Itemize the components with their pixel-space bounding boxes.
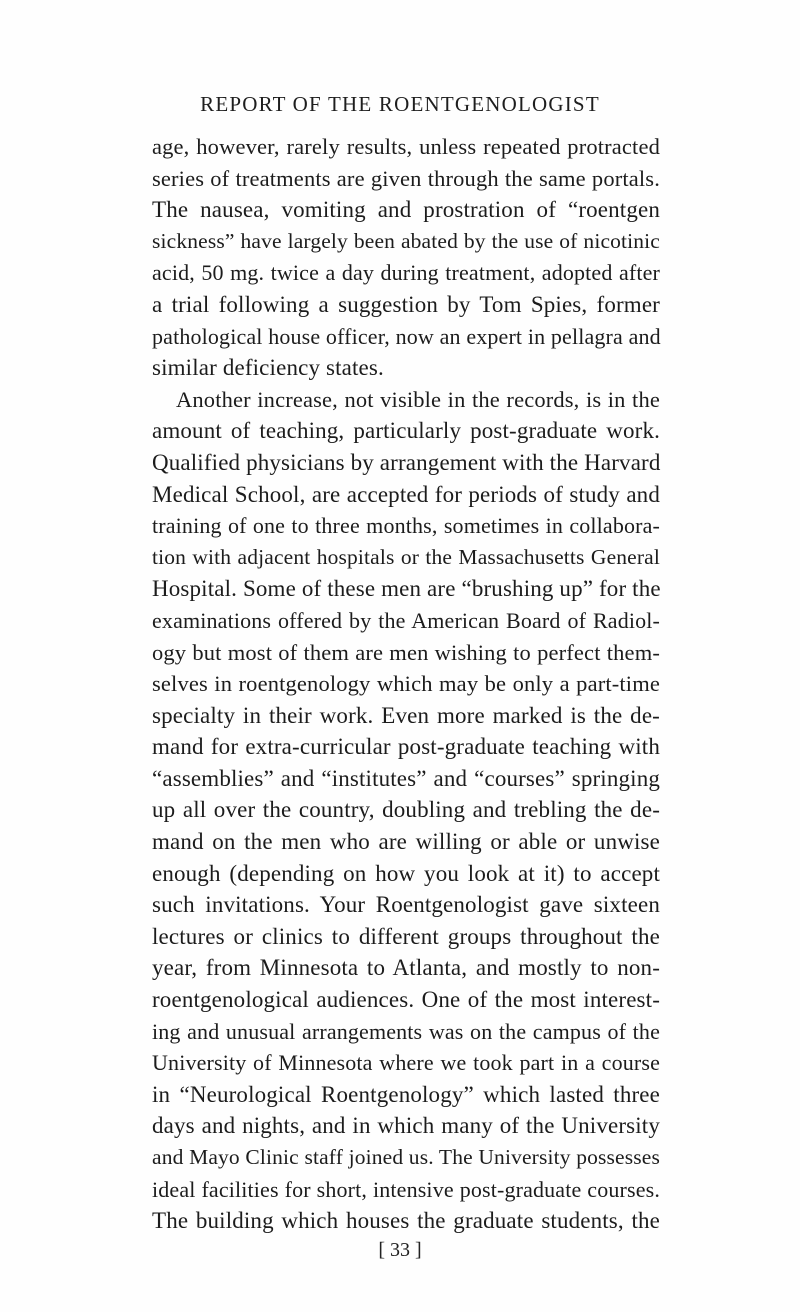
text-line: examinations offered by the American Board of Radiol- bbox=[152, 607, 660, 633]
page-number: [ 33 ] bbox=[378, 1239, 422, 1261]
text-line: ing and unusual arrangements was on the campus of the bbox=[152, 1018, 660, 1044]
text-line: mand on the men who are willing or able or unwise bbox=[152, 829, 660, 855]
text-line: enough (depending on how you look at it) to accept bbox=[152, 860, 660, 886]
text-line: mand for extra-curricular post-graduate teaching with bbox=[152, 734, 660, 760]
text-line: amount of teaching, particularly post-graduate work. bbox=[152, 418, 660, 444]
text-line: days and nights, and in which many of the University bbox=[152, 1113, 660, 1139]
text-line: Another increase, not visible in the records, is in the bbox=[176, 386, 660, 412]
text-line: sickness” have largely been abated by the use of nicotinic bbox=[152, 228, 660, 253]
text-line: ideal facilities for short, intensive post-graduate courses. bbox=[152, 1176, 660, 1202]
text-line: age, however, rarely results, unless repeated protracted bbox=[152, 134, 660, 159]
text-line: The nausea, vomiting and prostration of “roentgen bbox=[152, 197, 660, 223]
text-line: selves in roentgenology which may be only a part-time bbox=[152, 671, 660, 697]
text-line: and Mayo Clinic staff joined us. The University possesses bbox=[152, 1145, 660, 1169]
text-line: ogy but most of them are men wishing to perfect them- bbox=[152, 639, 660, 665]
text-line: similar deficiency states. bbox=[152, 355, 384, 381]
text-line: University of Minnesota where we took part in a course bbox=[152, 1050, 660, 1076]
text-line: The building which houses the graduate students, the bbox=[152, 1208, 660, 1234]
text-line: in “Neurological Roentgenology” which lasted three bbox=[152, 1081, 660, 1107]
text-line: lectures or clinics to different groups throughout the bbox=[152, 923, 660, 949]
running-header: REPORT OF THE ROENTGENOLOGIST bbox=[200, 92, 600, 116]
text-line: a trial following a suggestion by Tom Spies, former bbox=[152, 291, 660, 317]
text-line: “assemblies” and “institutes” and “courses” springing bbox=[152, 765, 660, 791]
text-line: series of treatments are given through the same portals. bbox=[152, 165, 660, 191]
text-line: Hospital. Some of these men are “brushing up” for the bbox=[152, 576, 661, 602]
text-line: such invitations. Your Roentgenologist gave sixteen bbox=[152, 892, 660, 918]
text-line: Qualified physicians by arrangement with the Harvard bbox=[152, 449, 661, 475]
text-line: training of one to three months, sometimes in collabora- bbox=[152, 513, 660, 539]
text-line: specialty in their work. Even more marked is the de- bbox=[152, 702, 660, 728]
text-line: year, from Minnesota to Atlanta, and mostly to non- bbox=[152, 955, 660, 981]
text-line: acid, 50 mg. twice a day during treatment, adopted after bbox=[152, 260, 660, 286]
text-line: roentgenological audiences. One of the most interest- bbox=[152, 987, 660, 1013]
text-line: tion with adjacent hospitals or the Massachusetts General bbox=[152, 544, 660, 569]
text-line: up all over the country, doubling and trebling the de- bbox=[152, 797, 660, 823]
text-line: Medical School, are accepted for periods of study and bbox=[152, 481, 660, 507]
text-line: pathological house officer, now an expert in pellagra and bbox=[152, 323, 661, 349]
body-text bbox=[152, 131, 660, 1237]
